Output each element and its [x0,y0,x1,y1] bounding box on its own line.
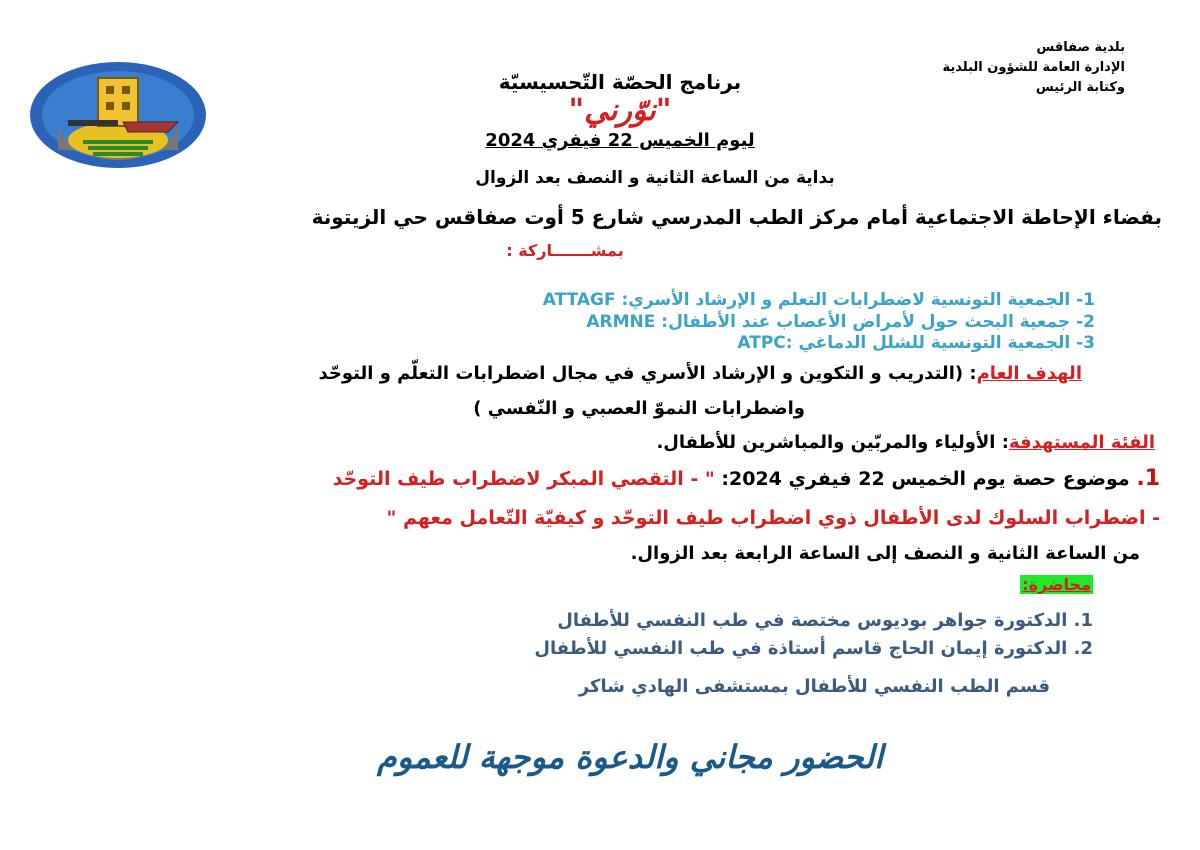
header-line-1: بلدية صفاقس [1036,40,1125,55]
lecturer-item: 1. الدكتورة جواهر بوديوس مختصة في طب النفسي للأطفال [557,610,1093,631]
general-goal [319,363,1082,384]
target-text: : الأولياء والمربّين والمباشرين للأطفال. [656,432,1009,453]
session-topic [333,466,1160,491]
header-line-2: الإدارة العامة للشؤون البلدية [942,60,1125,75]
target-group [656,432,1155,453]
lecturers-label: محاضرة: [1022,575,1091,594]
association-item: 3- الجمعية التونسية للشلل الدماغي :ATPC [737,333,1095,353]
topic-prefix: موضوع حصة يوم الخميس 22 فيفري 2024: [714,468,1130,490]
free-attendance-note: الحضور مجاني والدعوة موجهة للعموم [377,738,883,776]
goal-text-line-2: واضطرابات النموّ العصبي و النّفسي ) [473,398,805,419]
target-label: الفئة المستهدفة [1008,432,1155,453]
association-item: 2- جمعية البحث حول لأمراض الأعصاب عند الأطفال: ARMNE [586,312,1095,332]
association-item: 1- الجمعية التونسية لاضطرابات التعلم و الإرشاد الأسري: ATTAGF [542,290,1095,310]
program-subtitle: "نوّرني" [568,93,672,128]
event-place: بفضاء الإحاطة الاجتماعية أمام مركز الطب المدرسي شارع 5 أوت صفاقس حي الزيتونة [311,205,1162,229]
header-line-3: وكتابة الرئيس [1035,80,1125,95]
participation-label: بمشـــــــاركة : [506,241,624,260]
topic-number: 1. [1136,466,1160,491]
event-date: ليوم الخميس 22 فيفري 2024 [485,130,755,151]
goal-text: : (التدريب و التكوين و الإرشاد الأسري في مجال اضطرابات التعلّم و التوحّد [318,363,977,384]
topic-title-2: - اضطراب السلوك لدى الأطفال ذوي اضطراب طيف التوحّد و كيفيّة التّعامل معهم " [386,507,1160,529]
topic-title-1: " - التقصي المبكر لاضطراب طيف التوحّد [332,468,715,490]
lecturer-item: 2. الدكتورة إيمان الحاج قاسم أستاذة في طب النفسي للأطفال [534,638,1093,659]
goal-label: الهدف العام [976,363,1082,384]
session-time-range: من الساعة الثانية و النصف إلى الساعة الرابعة بعد الزوال. [630,543,1140,564]
start-time: بداية من الساعة الثانية و النصف بعد الزوال [475,168,835,188]
program-title: برنامج الحصّة التّحسيسيّة [498,70,742,94]
hospital-department: قسم الطب النفسي للأطفال بمستشفى الهادي شاكر [578,676,1050,697]
